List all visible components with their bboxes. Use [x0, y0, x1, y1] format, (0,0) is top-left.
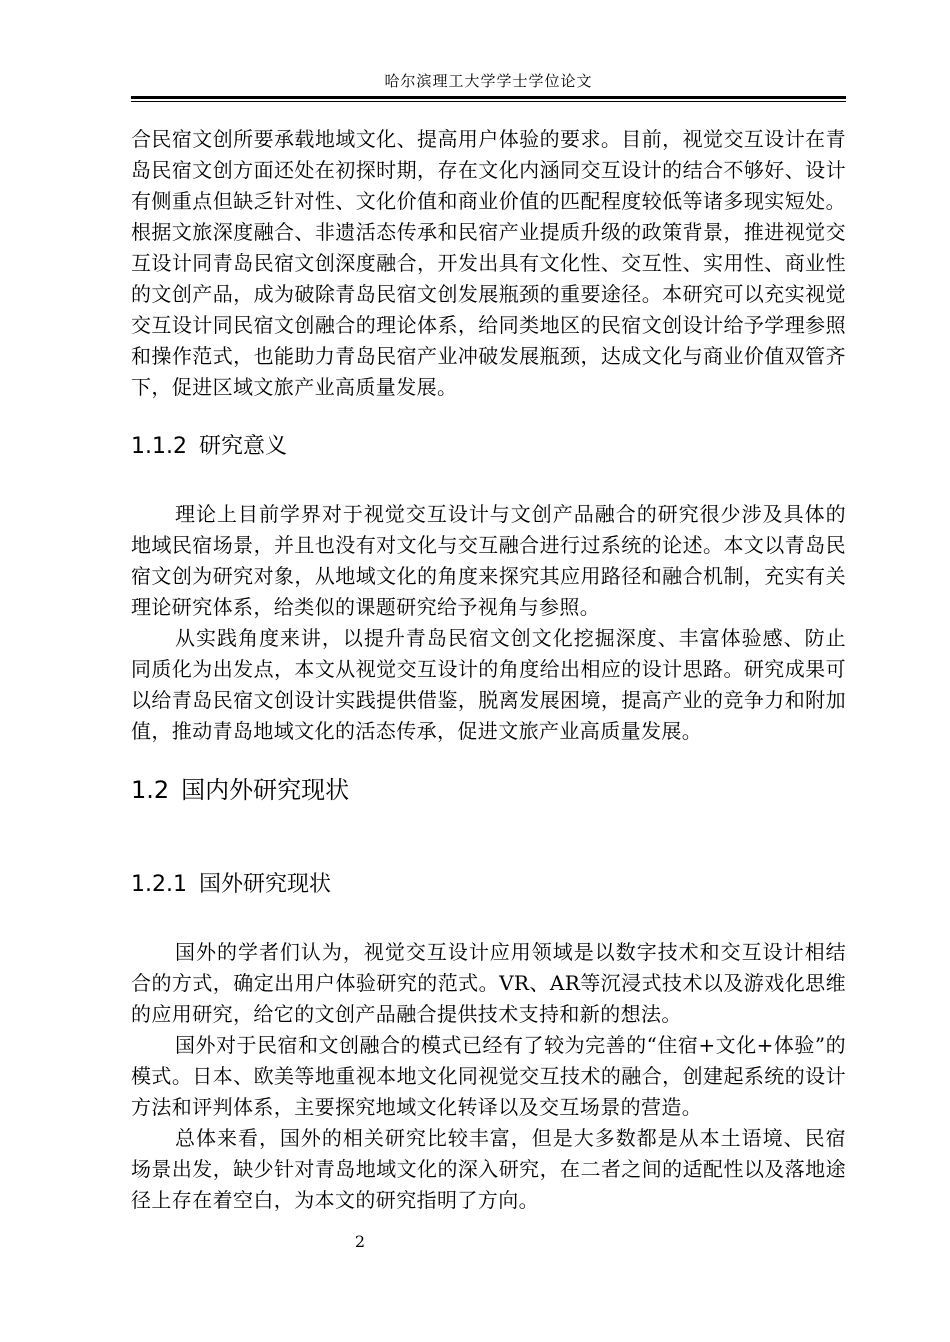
header-rule-thick	[131, 96, 846, 99]
section-title: 国内外研究现状	[181, 776, 350, 804]
paragraph-continued: 合民宿文创所要承载地域文化、提高用户体验的要求。目前，视觉交互设计在青岛民宿文创方面还处在初探时期，存在文化内涵同交互设计的结合不够好、设计有侧重点但缺乏针对性、文化价值和商业价值的匹配程度较低等诸多现实短处。根据文旅深度融合、非遗活态传承和民宿产业提质升级的政策背景，推进视觉交互设计同青岛民宿文创深度融合，开发出具有文化性、交互性、实用性、商业性的文创产品，成为破除青岛民宿文创发展瓶颈的重要途径。本研究可以充实视觉交互设计同民宿文创融合的理论体系，给同类地区的民宿文创设计给予学理参照和操作范式，也能助力青岛民宿产业冲破发展瓶颈，达成文化与商业价值双管齐下，促进区域文旅产业高质量发展。	[131, 127, 846, 399]
section-heading-1-2-1	[131, 869, 846, 901]
document-body	[131, 124, 846, 1216]
section-number: 1.2	[131, 776, 170, 804]
section-number: 1.2.1	[131, 872, 187, 897]
running-header: 哈尔滨理工大学学士学位论文	[384, 72, 593, 90]
header-rule-thin	[131, 101, 846, 102]
paragraph-practice: 从实践角度来讲，以提升青岛民宿文创文化挖掘深度、丰富体验感、防止同质化为出发点，本文从视觉交互设计的角度给出相应的设计思路。研究成果可以给青岛民宿文创设计实践提供借鉴，脱离发展困境，提高产业的竞争力和附加值，推动青岛地域文化的活态传承，促进文旅产业高质量发展。	[131, 626, 846, 743]
paragraph-theory: 理论上目前学界对于视觉交互设计与文创产品融合的研究很少涉及具体的地域民宿场景，并且也没有对文化与交互融合进行过系统的论述。本文以青岛民宿文创为研究对象，从地域文化的角度来探究其应用路径和融合机制，充实有关理论研究体系，给类似的课题研究给予视角与参照。	[131, 502, 846, 619]
page-number: 2	[354, 1232, 366, 1251]
paragraph-foreign-2: 国外对于民宿和文创融合的模式已经有了较为完善的“住宿+文化+体验”的模式。日本、欧美等地重视本地文化同视觉交互技术的融合，创建起系统的设计方法和评判体系，主要探究地域文化转译以及交互场景的营造。	[131, 1033, 846, 1119]
paragraph-foreign-3: 总体来看，国外的相关研究比较丰富，但是大多数都是从本土语境、民宿场景出发，缺少针对青岛地域文化的深入研究，在二者之间的适配性以及落地途径上存在着空白，为本文的研究指明了方向。	[131, 1126, 846, 1212]
section-number: 1.1.2	[131, 434, 187, 459]
paragraph-foreign-1: 国外的学者们认为，视觉交互设计应用领域是以数字技术和交互设计相结合的方式，确定出用户体验研究的范式。VR、AR等沉浸式技术以及游戏化思维的应用研究，给它的文创产品融合提供技术支持和新的想法。	[131, 940, 846, 1026]
section-heading-1-1-2	[131, 431, 846, 463]
section-title: 国外研究现状	[198, 872, 331, 897]
section-title: 研究意义	[198, 434, 287, 459]
section-heading-1-2	[131, 773, 846, 807]
